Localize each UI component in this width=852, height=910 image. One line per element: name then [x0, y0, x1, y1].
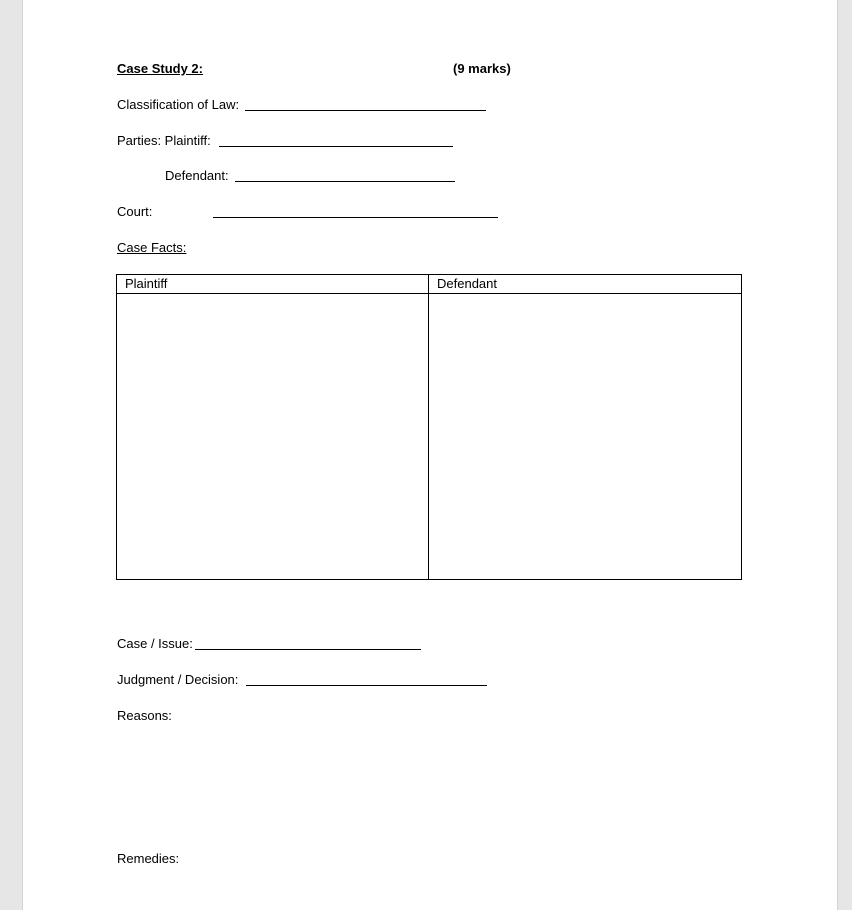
classification-blank[interactable]	[245, 110, 486, 111]
plaintiff-label: Parties: Plaintiff:	[117, 133, 211, 148]
table-header-defendant: Defendant	[429, 275, 742, 294]
case-facts-heading: Case Facts:	[117, 240, 187, 255]
court-blank[interactable]	[213, 217, 498, 218]
judgment-label: Judgment / Decision:	[117, 672, 239, 687]
case-facts-table	[116, 274, 742, 580]
plaintiff-facts-cell[interactable]	[117, 294, 429, 580]
reasons-label: Reasons:	[117, 708, 172, 723]
case-issue-blank[interactable]	[195, 649, 421, 650]
case-issue-label: Case / Issue:	[117, 636, 193, 651]
case-study-marks: (9 marks)	[453, 61, 511, 76]
defendant-facts-cell[interactable]	[429, 294, 742, 580]
table-header-plaintiff: Plaintiff	[117, 275, 429, 294]
remedies-label: Remedies:	[117, 851, 180, 866]
court-label: Court:	[117, 204, 153, 219]
judgment-blank[interactable]	[246, 685, 487, 686]
defendant-label: Defendant:	[165, 168, 229, 183]
case-study-title: Case Study 2:	[117, 61, 203, 76]
defendant-blank[interactable]	[235, 181, 455, 182]
plaintiff-blank[interactable]	[219, 146, 453, 147]
classification-label: Classification of Law:	[117, 97, 240, 112]
